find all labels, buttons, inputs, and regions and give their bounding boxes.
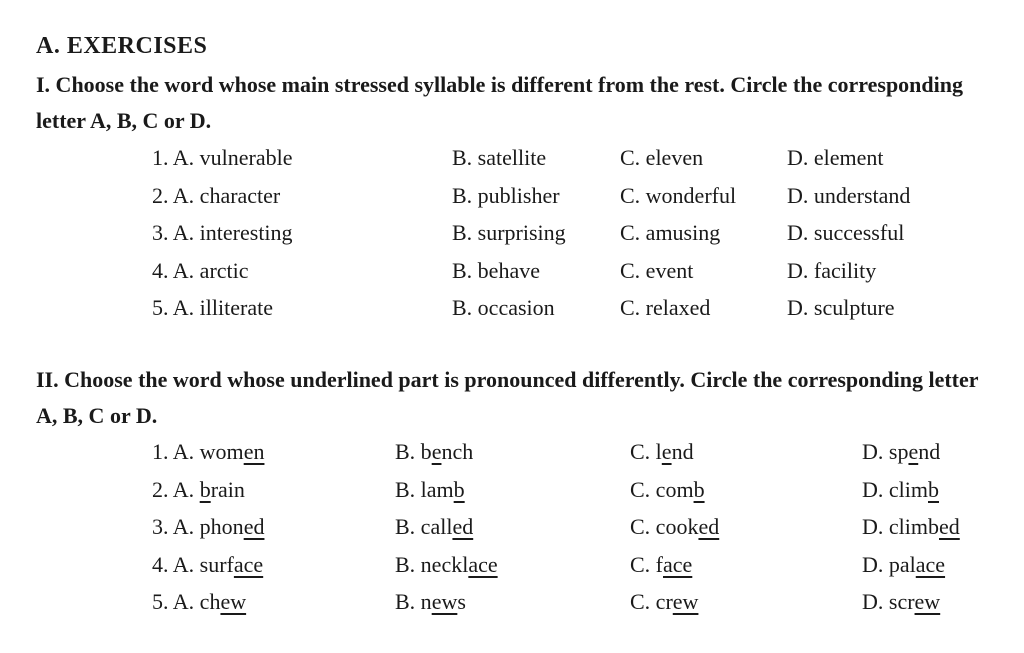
p1-q4-option-d: D. facility	[787, 257, 877, 283]
p1-q3-option-b: B. surprising	[452, 220, 566, 245]
p2-q1-option-d	[862, 434, 940, 470]
p2-q5-d-underlined: ew	[914, 589, 941, 614]
p2-q1-b-prefix: B. b	[395, 439, 432, 464]
section-heading: A. EXERCISES	[36, 33, 208, 59]
p1-q4-option-b: B. behave	[452, 257, 540, 283]
p2-q2-c-prefix: C. com	[630, 476, 694, 502]
p2-q4-option-d	[862, 547, 945, 583]
p1-q3-option-c: C. amusing	[620, 220, 721, 245]
p2-q2-b-underlined: b	[453, 476, 465, 502]
p2-q4-c-prefix: C. f	[630, 551, 663, 577]
p2-q4-d-prefix: D. pal	[862, 551, 916, 577]
p2-q5-c-underlined: ew	[672, 589, 699, 614]
p2-q2-c-underlined: b	[693, 476, 705, 502]
p2-q5-option-b	[395, 584, 466, 620]
p2-q3-a-prefix: 3. A. phon	[152, 514, 244, 539]
p1-q3-option-a: 3. A. interesting	[152, 220, 293, 245]
p2-q4-option-a	[152, 547, 263, 583]
p2-q4-option-b	[395, 547, 498, 583]
p2-q5-option-a	[152, 584, 246, 620]
part2-instruction: II. Choose the word whose underlined part is pronounced differently. Circle the corresponding letter A, B, C or D.	[36, 367, 979, 428]
p2-q5-a-prefix: 5. A. ch	[152, 589, 221, 614]
p2-q4-a-prefix: 4. A. surf	[152, 551, 234, 577]
p2-q1-option-b	[395, 434, 473, 470]
p2-q3-c-underlined: ed	[698, 514, 720, 539]
p2-q1-a-underlined: en	[243, 439, 265, 464]
p2-q1-d-prefix: D. sp	[862, 439, 909, 464]
p2-q2-option-d	[862, 472, 939, 508]
p2-q1-a-prefix: 1. A. wom	[152, 439, 244, 464]
p2-q1-d-suffix: nd	[918, 439, 941, 464]
p2-q1-option-c	[630, 434, 694, 470]
p2-q4-option-c	[630, 547, 692, 583]
p1-q2-option-c: C. wonderful	[620, 182, 737, 208]
p1-q4-option-a: 4. A. arctic	[152, 257, 249, 283]
p2-q2-a-underlined: b	[199, 476, 211, 502]
p1-q1-option-b: B. satellite	[452, 145, 547, 170]
p2-q3-option-a	[152, 509, 264, 545]
p2-q1-c-prefix: C. l	[630, 439, 662, 464]
p2-q1-c-suffix: nd	[671, 439, 694, 464]
p1-q1-option-c: C. eleven	[620, 145, 704, 170]
p2-q2-a-prefix: 2. A.	[152, 476, 200, 502]
p2-q2-d-underlined: b	[928, 476, 939, 502]
p2-q1-c-underlined: e	[661, 439, 672, 464]
p2-q1-b-suffix: nch	[441, 439, 474, 464]
p2-q5-b-suffix: s	[457, 589, 466, 614]
p1-q5-option-a: 5. A. illiterate	[152, 295, 273, 320]
part1-instruction: I. Choose the word whose main stressed syllable is different from the rest. Circle the corresponding letter A, B, C or D.	[36, 72, 963, 133]
p1-q1-option-d: D. element	[787, 145, 884, 170]
p2-q2-d-prefix: D. clim	[862, 476, 928, 502]
p2-q1-d-underlined: e	[908, 439, 919, 464]
p2-q4-d-underlined: ace	[915, 551, 946, 577]
p2-q3-d-underlined: ed	[939, 514, 960, 539]
p2-q3-option-d	[862, 509, 960, 545]
p2-q3-option-c	[630, 509, 719, 545]
p1-q5-option-b: B. occasion	[452, 295, 555, 320]
p2-q4-a-underlined: ace	[233, 551, 264, 577]
p1-q4-option-c: C. event	[620, 257, 694, 283]
p2-q5-a-underlined: ew	[220, 589, 247, 614]
p2-q2-option-b	[395, 472, 465, 508]
p2-q4-b-prefix: B. neckl	[395, 551, 469, 577]
p1-q2-option-a: 2. A. character	[152, 182, 281, 208]
p2-q1-option-a	[152, 434, 264, 470]
p1-q3-option-d: D. successful	[787, 220, 905, 245]
p2-q5-option-d	[862, 584, 940, 620]
p2-q3-b-prefix: B. call	[395, 514, 453, 539]
p1-q1-option-a: 1. A. vulnerable	[152, 145, 293, 170]
p2-q5-option-c	[630, 584, 698, 620]
p1-q5-option-d: D. sculpture	[787, 295, 895, 320]
p2-q2-option-a	[152, 472, 245, 508]
p2-q3-c-prefix: C. cook	[630, 514, 699, 539]
p2-q5-b-prefix: B. n	[395, 589, 432, 614]
p2-q5-c-prefix: C. cr	[630, 589, 673, 614]
p2-q2-option-c	[630, 472, 705, 508]
p2-q2-b-prefix: B. lam	[395, 476, 454, 502]
p2-q3-a-underlined: ed	[243, 514, 265, 539]
p2-q3-d-prefix: D. climb	[862, 514, 939, 539]
p1-q2-option-b: B. publisher	[452, 182, 560, 208]
p2-q3-b-underlined: ed	[452, 514, 474, 539]
p2-q4-b-underlined: ace	[468, 551, 498, 577]
p1-q2-option-d: D. understand	[787, 182, 911, 208]
p2-q1-b-underlined: e	[431, 439, 442, 464]
p2-q5-d-prefix: D. scr	[862, 589, 915, 614]
p2-q4-c-underlined: ace	[663, 551, 693, 577]
p2-q3-option-b	[395, 509, 473, 545]
p1-q5-option-c: C. relaxed	[620, 295, 711, 320]
p2-q2-a-suffix: rain	[210, 476, 245, 502]
p2-q5-b-underlined: ew	[431, 589, 458, 614]
